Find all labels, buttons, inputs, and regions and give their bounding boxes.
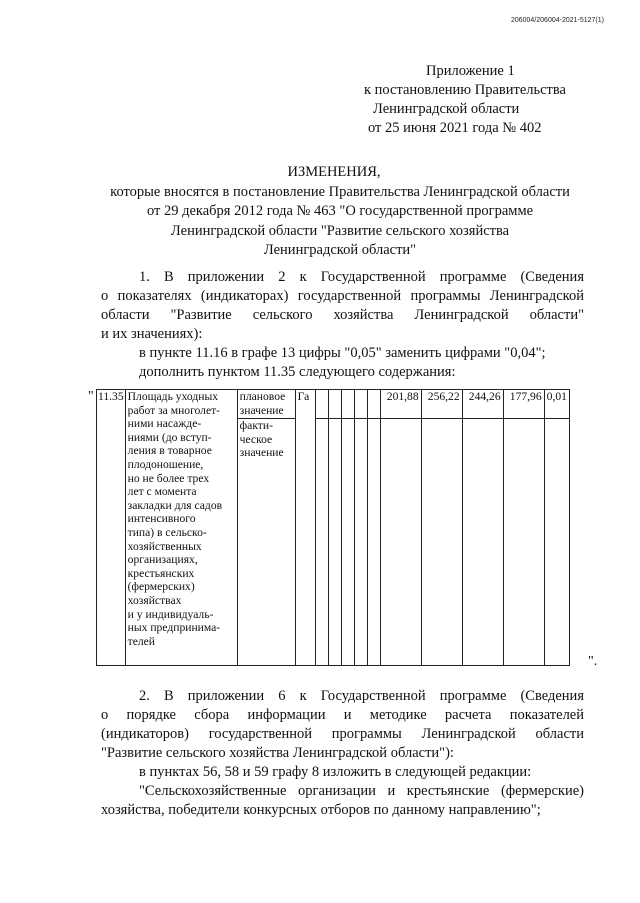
section-2-instruction: в пунктах 56, 58 и 59 графу 8 изложить в следующей редакции:: [139, 764, 532, 780]
title-line: которые вносятся в постановление Правительства Ленинградской области: [110, 183, 570, 200]
section-2-line: 2. В приложении 6 к Государственной программе (Сведения: [139, 688, 584, 704]
cell-value: 201,88: [380, 390, 421, 419]
title-line: Ленинградской области "Развитие сельского хозяйства: [170, 222, 510, 239]
cell-empty: [315, 390, 328, 419]
appendix-line: Приложение 1: [426, 63, 515, 79]
cell-description: [125, 390, 237, 666]
appendix-line: Ленинградской области: [373, 101, 520, 117]
title-line: от 29 декабря 2012 года № 463 "О государственной программе: [146, 203, 534, 219]
instruction-replace: в пункте 11.16 в графе 13 цифры "0,05" заменить цифрами "0,04";: [139, 345, 546, 361]
table-quote-open: ": [88, 389, 94, 404]
description-line: и у индивидуаль-: [127, 607, 214, 621]
title-line: Ленинградской области": [263, 242, 417, 258]
indicator-table: [96, 389, 570, 666]
appendix-line: от 25 июня 2021 года № 402: [368, 120, 542, 136]
cell-actual-label: [237, 419, 295, 666]
description-line: ними насажде-: [127, 417, 202, 431]
section-1-line: о показателях (индикаторах) государственной программы Ленинградской: [101, 288, 584, 304]
cell-empty: [462, 419, 503, 666]
table-row: [97, 390, 570, 419]
section-2-line: о порядке сбора информации и методике расчета показателей: [101, 707, 584, 723]
cell-empty: [341, 419, 354, 666]
description-line: плодоношение,: [127, 457, 204, 471]
description-line: ления в товарное: [127, 444, 212, 458]
cell-empty: [315, 419, 328, 666]
section-3-line: хозяйства, победители конкурсных отборов по данному направлению";: [101, 802, 541, 818]
cell-empty: [421, 419, 462, 666]
cell-value: 256,22: [421, 390, 462, 419]
cell-empty: [328, 419, 341, 666]
description-line: (фермерских): [127, 580, 195, 594]
description-line: закладки для садов: [127, 498, 223, 512]
description-line: крестьянских: [127, 566, 195, 580]
description-line: типа) в сельско-: [127, 525, 207, 539]
description-line: хозяйственных: [127, 539, 202, 553]
cell-empty: [328, 390, 341, 419]
section-2-line: (индикаторов) государственной программы Ленинградской области: [101, 726, 584, 742]
appendix-block: [364, 62, 566, 138]
cell-value: 0,01: [544, 390, 569, 419]
description-line: телей: [127, 634, 156, 648]
section-2: [101, 687, 584, 763]
cell-empty: [544, 419, 569, 666]
planned-label-line: плановое: [239, 390, 286, 403]
registration-number: 206004/206004-2021-5127(1): [510, 17, 604, 24]
actual-label-line: значение: [239, 446, 284, 460]
cell-empty: [367, 390, 380, 419]
cell-empty: [354, 390, 367, 419]
cell-empty: [380, 419, 421, 666]
description-line: организациях,: [127, 553, 198, 567]
section-1-line: 1. В приложении 2 к Государственной программе (Сведения: [139, 269, 584, 285]
section-1-line: и их значениях):: [101, 326, 203, 342]
description-line: лет с момента: [127, 485, 197, 499]
planned-label-line: значение: [239, 403, 284, 417]
cell-empty: [341, 390, 354, 419]
section-3-line: "Сельскохозяйственные организации и крестьянские (фермерские): [139, 783, 584, 799]
title-heading: ИЗМЕНЕНИЯ,: [287, 164, 381, 180]
section-2-line: "Развитие сельского хозяйства Ленинградской области"):: [101, 745, 454, 761]
actual-label-line: ческое: [239, 432, 273, 446]
appendix-line: к постановлению Правительства: [364, 82, 566, 98]
section-1: [101, 268, 584, 344]
actual-label-line: факти-: [239, 419, 273, 432]
cell-empty: [503, 419, 544, 666]
cell-value: 244,26: [462, 390, 503, 419]
document-title: [60, 163, 620, 261]
description-line: но не более трех: [127, 471, 210, 485]
description-line: ниями (до вступ-: [127, 430, 212, 444]
instruction-add: дополнить пунктом 11.35 следующего содержания:: [139, 364, 456, 380]
description-line: работ за многолет-: [127, 403, 221, 417]
cell-unit: Га: [295, 390, 315, 666]
description-line: интенсивного: [127, 512, 196, 526]
description-line: Площадь уходных: [127, 390, 219, 403]
cell-empty: [367, 419, 380, 666]
cell-number: 11.35: [97, 390, 126, 666]
description-line: ных предпринима-: [127, 621, 221, 635]
cell-empty: [354, 419, 367, 666]
cell-value: 177,96: [503, 390, 544, 419]
section-1-line: области "Развитие сельского хозяйства Ленинградской области": [101, 307, 584, 323]
description-line: хозяйствах: [127, 593, 182, 607]
section-2-instruction-block: [101, 763, 584, 820]
table-quote-close: ".: [588, 654, 598, 669]
cell-planned-label: [237, 390, 295, 419]
